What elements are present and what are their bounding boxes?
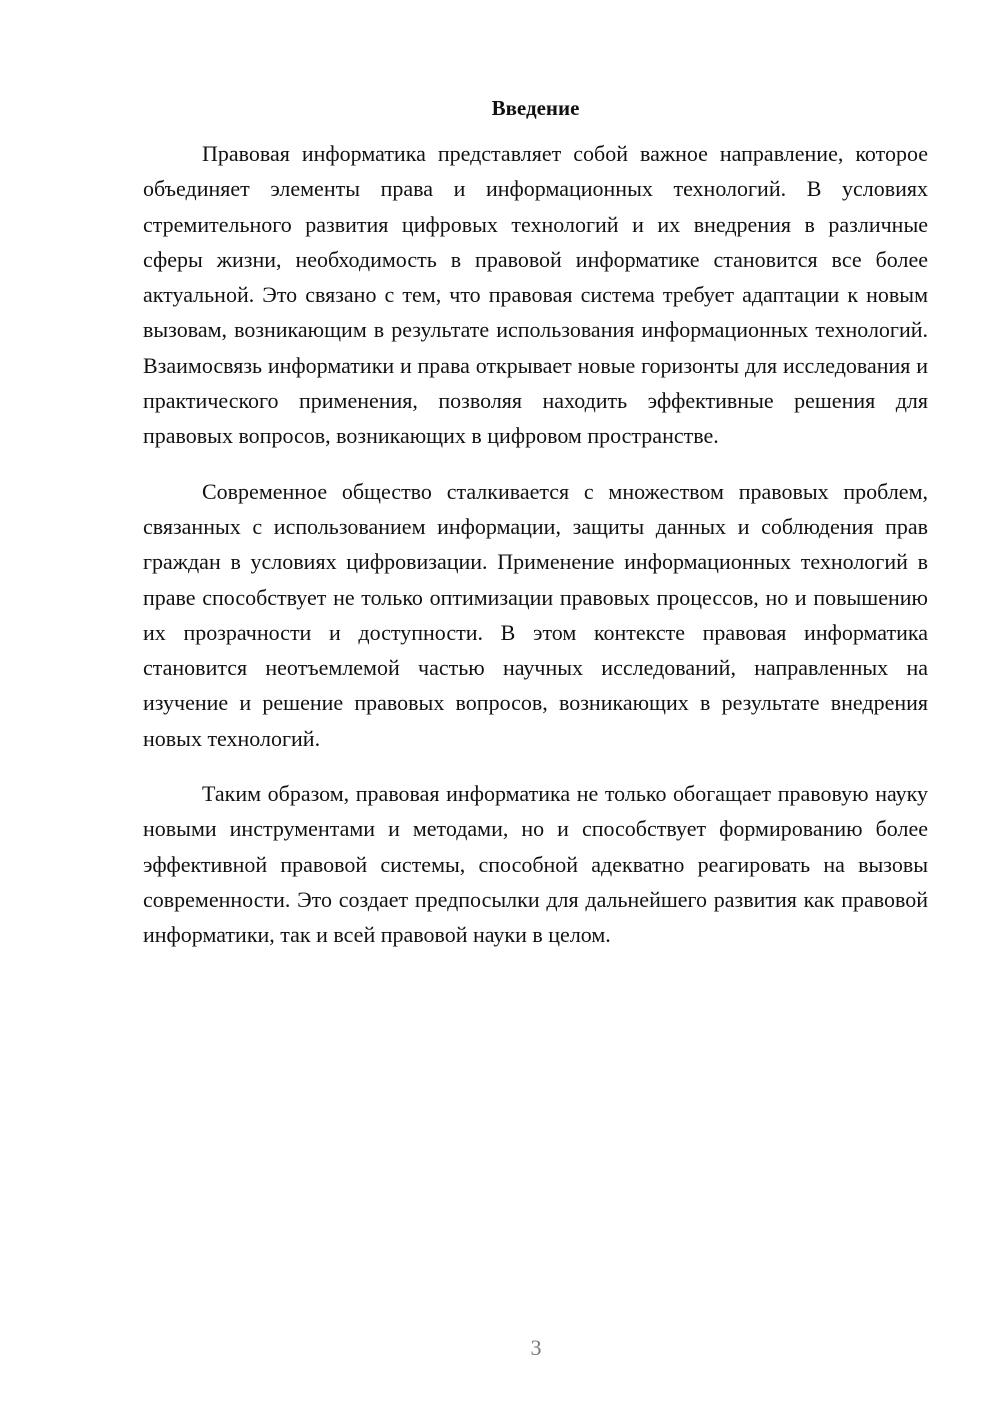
- page-number: 3: [530, 1335, 542, 1360]
- page-content: [143, 92, 928, 973]
- paragraph-2: Современное общество сталкивается с множеством правовых проблем, связанных с использованием информации, защиты данных и соблюдения прав граждан в условиях цифровизации. Применение информационных технологий в праве способствует не только оптимизации правовых процессов, но и повышению их прозрачности и доступности. В этом контексте правовая информатика становится неотъемлемой частью научных исследований, направленных на изучение и решение правовых вопросов, возникающих в результате внедрения новых технологий.: [143, 478, 928, 751]
- paragraph-3: Таким образом, правовая информатика не только обогащает правовую науку новыми инструментами и методами, но и способствует формированию более эффективной правовой системы, способной адекватно реагировать на вызовы современности. Это создает предпосылки для дальнейшего развития как правовой информатики, так и всей правовой науки в целом.: [143, 781, 928, 948]
- paragraph-1: Правовая информатика представляет собой важное направление, которое объединяет элементы права и информационных технологий. В условиях стремительного развития цифровых технологий и их внедрения в различные сферы жизни, необходимость в правовой информатике становится все более актуальной. Это связано с тем, что правовая система требует адаптации к новым вызовам, возникающим в результате использования информационных технологий. Взаимосвязь информатики и права открывает новые горизонты для исследования и практического применения, позволяя находить эффективные решения для правовых вопросов, возникающих в цифровом пространстве.: [143, 141, 928, 449]
- section-heading: Введение: [491, 96, 580, 120]
